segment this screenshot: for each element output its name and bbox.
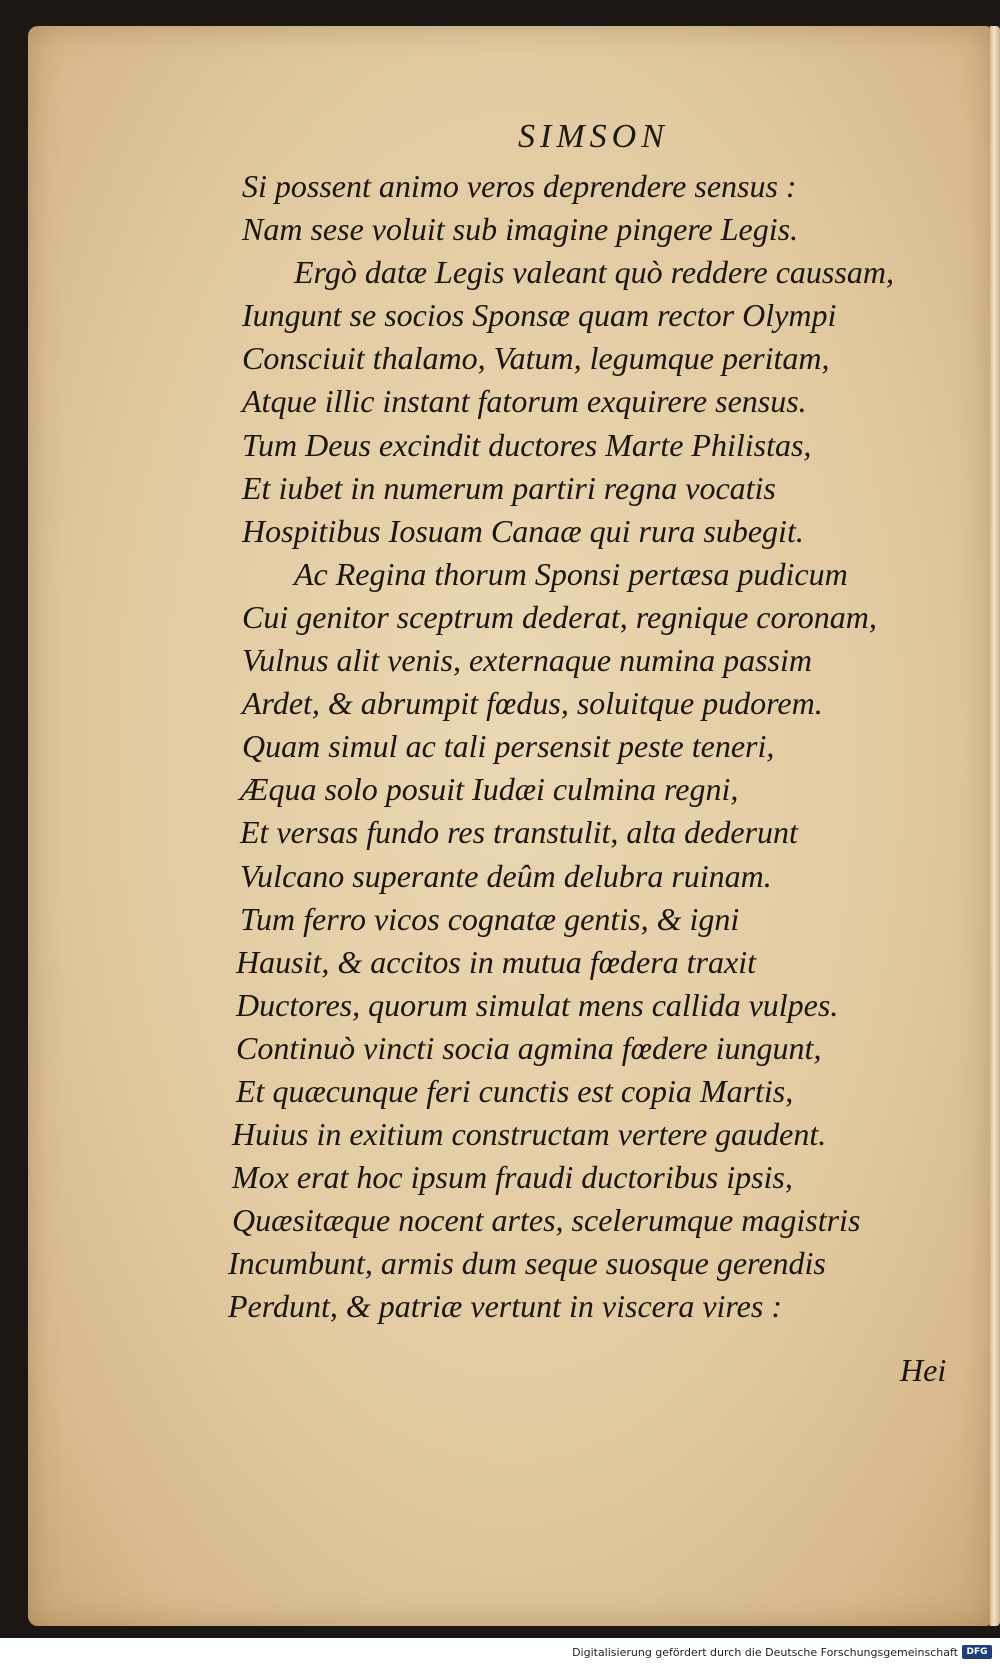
verse-line: Quæsitæque nocent artes, scelerumque magistris bbox=[232, 1202, 861, 1239]
verse-line: Ac Regina thorum Sponsi pertæsa pudicum bbox=[294, 555, 848, 592]
verse-line: Hospitibus Iosuam Canaæ qui rura subegit. bbox=[242, 512, 804, 549]
verse-line: Æqua solo posuit Iudæi culmina regni, bbox=[240, 771, 739, 808]
verse-line: Incumbunt, armis dum seque suosque gerendis bbox=[228, 1245, 826, 1282]
verse-line: Si possent animo veros deprendere sensus : bbox=[242, 168, 797, 204]
verse-line: Et quæcunque feri cunctis est copia Martis, bbox=[236, 1072, 794, 1109]
verse-line: Iungunt se socios Sponsæ quam rector Olympi bbox=[242, 297, 837, 334]
verse-line: Ardet, & abrumpit fœdus, soluitque pudorem. bbox=[242, 685, 823, 722]
verse-line: Mox erat hoc ipsum fraudi ductoribus ipsis, bbox=[232, 1159, 793, 1196]
verse-line: Tum ferro vicos cognatæ gentis, & igni bbox=[240, 900, 740, 937]
verse-line: Quam simul ac tali persensit peste teneri, bbox=[242, 728, 775, 765]
verse-line: Et iubet in numerum partiri regna vocatis bbox=[242, 469, 776, 506]
verse-line: Et versas fundo res transtulit, alta dederunt bbox=[240, 814, 798, 851]
verse-line: Continuò vincti socia agmina fœdere iungunt, bbox=[236, 1029, 822, 1066]
verse-line: Ergò datæ Legis valeant quò reddere caussam, bbox=[294, 254, 894, 291]
page-edge bbox=[990, 26, 1000, 1626]
digitization-credit: Digitalisierung gefördert durch die Deutsche Forschungsgemeinschaft bbox=[572, 1646, 958, 1659]
verse-line: Cui genitor sceptrum dederat, regnique coronam, bbox=[242, 598, 877, 635]
running-head: SIMSON bbox=[518, 118, 669, 155]
verse-line: Nam sese voluit sub imagine pingere Legis. bbox=[242, 211, 799, 248]
verse-line: Hausit, & accitos in mutua fœdera traxit bbox=[236, 943, 756, 980]
verse-line: Ductores, quorum simulat mens callida vulpes. bbox=[236, 986, 839, 1023]
verse-line: Huius in exitium constructam vertere gaudent. bbox=[232, 1116, 827, 1153]
verse-block bbox=[228, 165, 962, 1329]
verse-line: Vulcano superante deûm delubra ruinam. bbox=[240, 857, 772, 894]
dfg-logo[interactable]: DFG bbox=[962, 1645, 992, 1659]
verse-line: Perdunt, & patriæ vertunt in viscera vires : bbox=[228, 1288, 782, 1325]
verse-line: Consciuit thalamo, Vatum, legumque peritam, bbox=[242, 340, 830, 377]
verse-line: Atque illic instant fatorum exquirere sensus. bbox=[242, 383, 807, 420]
verse-line: Tum Deus excindit ductores Marte Philistas, bbox=[242, 426, 812, 463]
verse-line: Vulnus alit venis, externaque numina passim bbox=[242, 642, 812, 679]
catchword: Hei bbox=[900, 1352, 947, 1388]
